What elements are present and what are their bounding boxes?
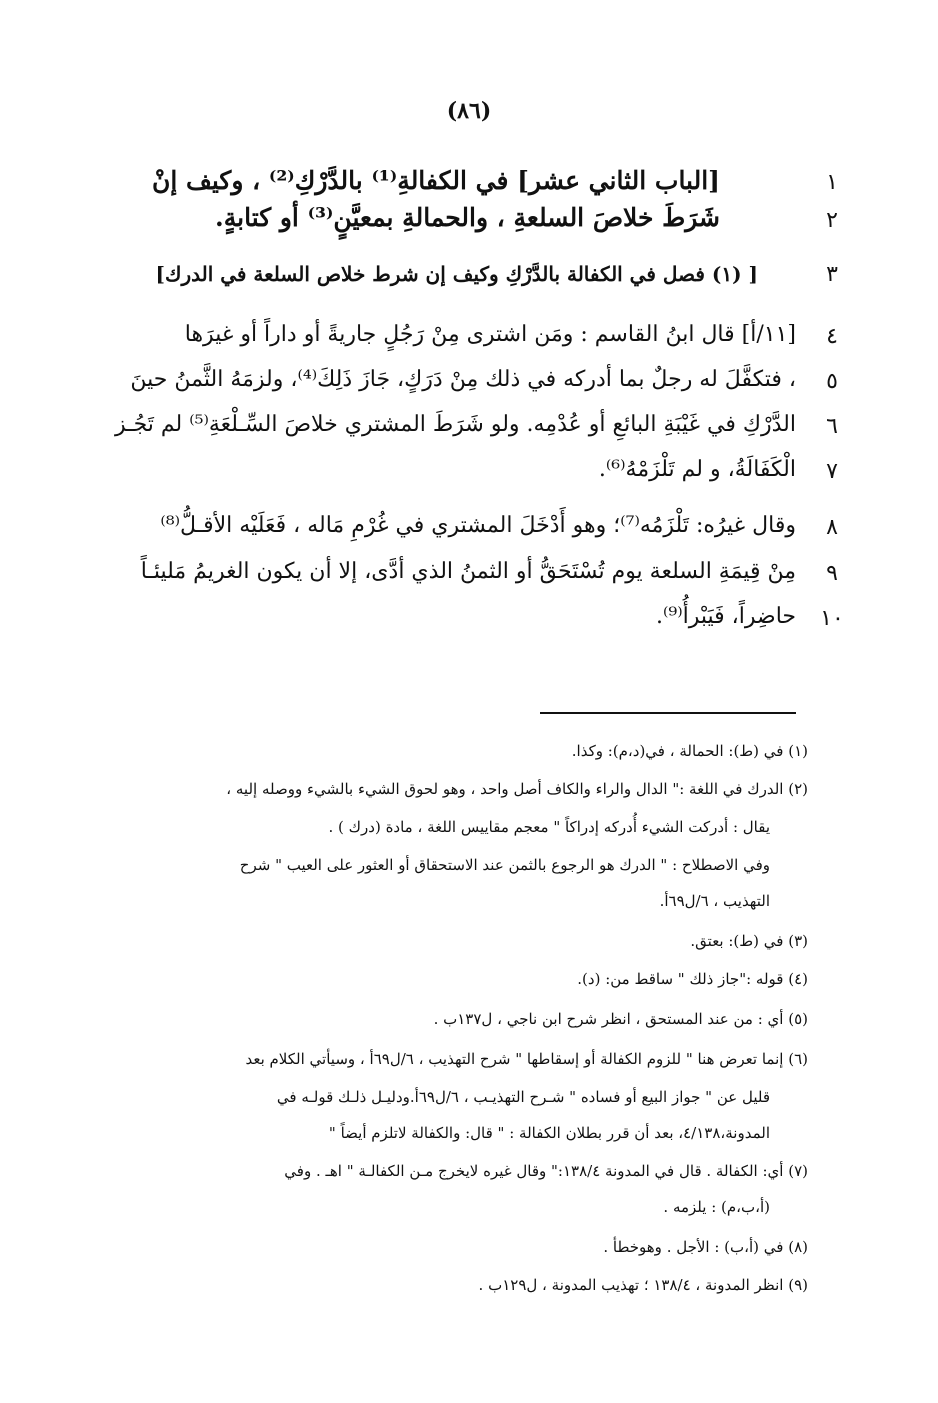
line-number-5: ٥ [826,369,838,394]
line-number-10: ١٠ [820,606,844,631]
text-line-7: الْكَفَالَةُ، و لم تَلْزَمْهُ⁽⁶⁾. [598,457,796,482]
footnote-9: (٩) انظر المدونة ، ١٣٨/٤ ؛ تهذيب المدونة ، ل١٢٩ب . [478,1276,808,1294]
footnote-5: (٥) أي : من عند المستحق ، انظر شرح ابن ناجي ، ل١٣٧ب . [433,1010,808,1028]
text-line-8: وقال غيرُه: تَلْزَمُه⁽⁷⁾؛ وهو أَدْخَلَ المشتري في غُرْمِ مَاله ، فَعَلَيْه الأقـلُّ⁽⁸⁾ [160,513,796,538]
footnote-2-cont-2: وفي الاصطلاح : " الدرك هو الرجوع بالثمن عند الاستحقاق أو العثور على العيب " شرح [239,856,770,874]
line-number-7: ٧ [826,459,838,484]
text-line-10: حاضِراً، فَيَبْرأُ⁽⁹⁾. [655,604,796,629]
page-number: (٨٦) [446,98,492,124]
text-line-5: ، فتكفَّلَ له رجلٌ بما أدركه في ذلك مِنْ دَرَكٍ، جَازَ ذَلِكَ⁽⁴⁾، ولزمَهُ الثَّمنُ حينَ [130,367,796,392]
chapter-heading-line-1: [الباب الثاني عشر] في الكفالةِ⁽¹⁾ بالدَّرْكِ⁽²⁾ ، وكيف إنْ [152,166,720,195]
line-number-9: ٩ [826,561,838,586]
footnote-7-cont: (أ،ب،م) : يلزمه . [663,1198,770,1216]
text-line-9: مِنْ قِيمَةِ السلعة يوم تُسْتَحَقُّ أو الثمنُ الذي أدَّى، إلا أن يكون الغريمُ مَليئـاً [140,559,796,584]
footnote-6: (٦) إنما تعرض هنا " للزوم الكفالة أو إسقاطها " شرح التهذيب ، ٦/ل٦٩أ ، وسيأتي الكلام بعد [245,1050,808,1068]
footnote-3: (٣) في (ط): بعتق. [690,932,808,950]
line-number-2: ٢ [826,208,838,233]
text-line-4: [١١/أ] قال ابنُ القاسم : ومَن اشترى مِنْ رَجُلٍ جاريةً أو داراً أو غيرَها [184,322,796,347]
text-line-6: الدَّرْكِ في غَيْبَةِ البائعِ أو عُدْمِه. ولو شَرَطَ المشتري خلاصَ السِّـلْعَةِ⁽⁵⁾ لم تَجُـز [114,412,796,437]
line-number-4: ٤ [826,324,838,349]
footnote-2-cont-3: التهذيب ، ٦/ل٦٩أ. [659,892,770,910]
footnote-6-cont-1: قليل عن " جواز البيع أو فساده " شـرح التهذيـب ، ٦/ل٦٩أ.ودليـل ذلـك قولـه في [276,1088,770,1106]
footnote-2-cont-1: يقال : أدركت الشيء أُدركه إدراكاً " معجم مقاييس اللغة ، مادة (درك ) . [328,818,770,836]
line-number-3: ٣ [826,262,838,287]
footnote-4: (٤) قوله :"جاز ذلك " ساقط من: (د). [577,970,808,988]
section-heading: [ (١) فصل في الكفالة بالدَّرْكِ وكيف إن شرط خلاص السلعة في الدرك] [155,262,758,286]
line-number-6: ٦ [826,414,838,439]
footnote-1: (١) في (ط): الحمالة ، في(د،م): وكذا. [571,742,808,760]
line-number-1: ١ [826,170,838,195]
footnote-8: (٨) في (أ،ب) : الأجل . وهوخطأ . [603,1238,808,1256]
line-number-8: ٨ [826,515,838,540]
footnote-2: (٢) الدرك في اللغة :" الدال والراء والكاف أصل واحد ، وهو لحوق الشيء بالشيء ووصله إليه ، [226,780,808,798]
chapter-heading-line-2: شَرَطَ خلاصَ السلعةِ ، والحمالةِ بمعيَّنٍ⁽³⁾ أو كتابةٍ. [215,203,720,232]
footnote-divider [540,712,796,714]
footnote-6-cont-2: المدونة،٤/١٣٨، بعد أن قرر بطلان الكفالة : " قال: والكفالة لاتلزم أيضاً " [328,1124,770,1142]
footnote-7: (٧) أي: الكفالة . قال في المدونة ١٣٨/٤:" وقال غيره لايخرج مـن الكفالـة " اهـ . وفي [284,1162,808,1180]
